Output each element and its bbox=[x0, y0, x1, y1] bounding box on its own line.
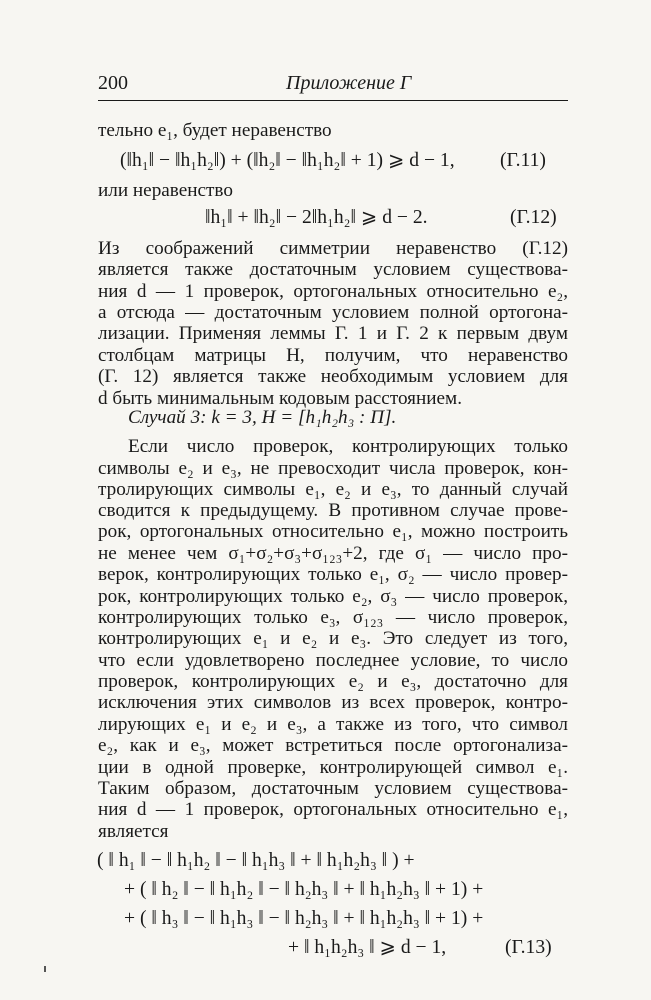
text-line: Если число проверок, контролирующих только bbox=[128, 436, 568, 457]
equation-g11: (‖h₁‖ − ‖h₁h₂‖) + (‖h₂‖ − ‖h₁h₂‖ + 1) ⩾ d − 1, bbox=[120, 150, 455, 171]
header-rule bbox=[98, 100, 568, 101]
text-line: d быть минимальным кодовым расстоянием. bbox=[98, 388, 462, 409]
text-line: лизации. Применяя леммы Г. 1 и Г. 2 к первым двум bbox=[98, 323, 568, 344]
text-line: или неравенство bbox=[98, 180, 233, 201]
text-line: является bbox=[98, 821, 169, 842]
text-line: ции в одной проверке, контролирующей символ e₁. bbox=[98, 757, 568, 778]
text-line: контролирующих только e₃, σ₁₂₃ — число проверок, bbox=[98, 607, 568, 628]
equation-number-g13: (Г.13) bbox=[505, 937, 552, 958]
text-line: исключения этих символов из всех проверок, контро- bbox=[98, 692, 568, 713]
text-line: Таким образом, достаточным условием существова- bbox=[98, 778, 568, 799]
case-3-heading: Случай 3: k = 3, H = [h₁h₂h₃ : Π]. bbox=[128, 407, 397, 428]
equation-number-g12: (Г.12) bbox=[510, 207, 557, 228]
scan-speck bbox=[44, 966, 46, 972]
page-number: 200 bbox=[98, 72, 128, 94]
text-line: ния d — 1 проверок, ортогональных относительно e₂, bbox=[98, 281, 568, 302]
text-line: что если удовлетворено последнее условие, то число bbox=[98, 650, 568, 671]
text-line: ния d — 1 проверок, ортогональных относительно e₁, bbox=[98, 799, 568, 820]
text-line: верок, контролирующих только e₁, σ₂ — число провер- bbox=[98, 564, 568, 585]
text-line: рок, контролирующих только e₂, σ₃ — число проверок, bbox=[98, 586, 568, 607]
text-line: столбцам матрицы H, получим, что неравенство bbox=[98, 345, 568, 366]
text-line: лирующих e₁ и e₂ и e₃, а также из того, что символ bbox=[98, 714, 568, 735]
equation-number-g11: (Г.11) bbox=[500, 150, 546, 171]
equation-g12: ‖h₁‖ + ‖h₂‖ − 2‖h₁h₂‖ ⩾ d − 2. bbox=[205, 207, 428, 228]
equation-line: + ‖ h₁h₂h₃ ‖ ⩾ d − 1, bbox=[288, 937, 447, 958]
text-line: не менее чем σ₁+σ₂+σ₃+σ₁₂₃+2, где σ₁ — число про- bbox=[98, 543, 568, 564]
text-line: контролирующих e₁ и e₂ и e₃. Это следует из того, bbox=[98, 628, 568, 649]
equation-line: ( ‖ h₁ ‖ − ‖ h₁h₂ ‖ − ‖ h₁h₃ ‖ + ‖ h₁h₂h₃ ‖ ) + bbox=[97, 850, 415, 871]
text-line: тельно e₁, будет неравенство bbox=[98, 120, 332, 141]
equation-line: + ( ‖ h₂ ‖ − ‖ h₁h₂ ‖ − ‖ h₂h₃ ‖ + ‖ h₁h₂h₃ ‖ + 1) + bbox=[124, 879, 484, 900]
text-line: является также достаточным условием существова- bbox=[98, 259, 568, 280]
text-line: проверок, контролирующих e₂ и e₃, достаточно для bbox=[98, 671, 568, 692]
text-line: символы e₂ и e₃, не превосходит числа проверок, кон- bbox=[98, 458, 568, 479]
text-line: а отсюда — достаточным условием полной ортогона- bbox=[98, 302, 568, 323]
text-line: рок, ортогональных относительно e₁, можно построить bbox=[98, 521, 568, 542]
text-line: тролирующих символы e₁, e₂ и e₃, то данный случай bbox=[98, 479, 568, 500]
page-header bbox=[98, 72, 568, 96]
text-line: сводится к предыдущему. В противном случае прове- bbox=[98, 500, 568, 521]
equation-line: + ( ‖ h₃ ‖ − ‖ h₁h₃ ‖ − ‖ h₂h₃ ‖ + ‖ h₁h₂h₃ ‖ + 1) + bbox=[124, 908, 484, 929]
text-line: e₂, как и e₃, может встретиться после ортогонализа- bbox=[98, 735, 568, 756]
text-line: (Г. 12) является также необходимым условием для bbox=[98, 366, 568, 387]
running-title: Приложение Г bbox=[286, 72, 412, 94]
text-line: Из соображений симметрии неравенство (Г.12) bbox=[98, 238, 568, 259]
